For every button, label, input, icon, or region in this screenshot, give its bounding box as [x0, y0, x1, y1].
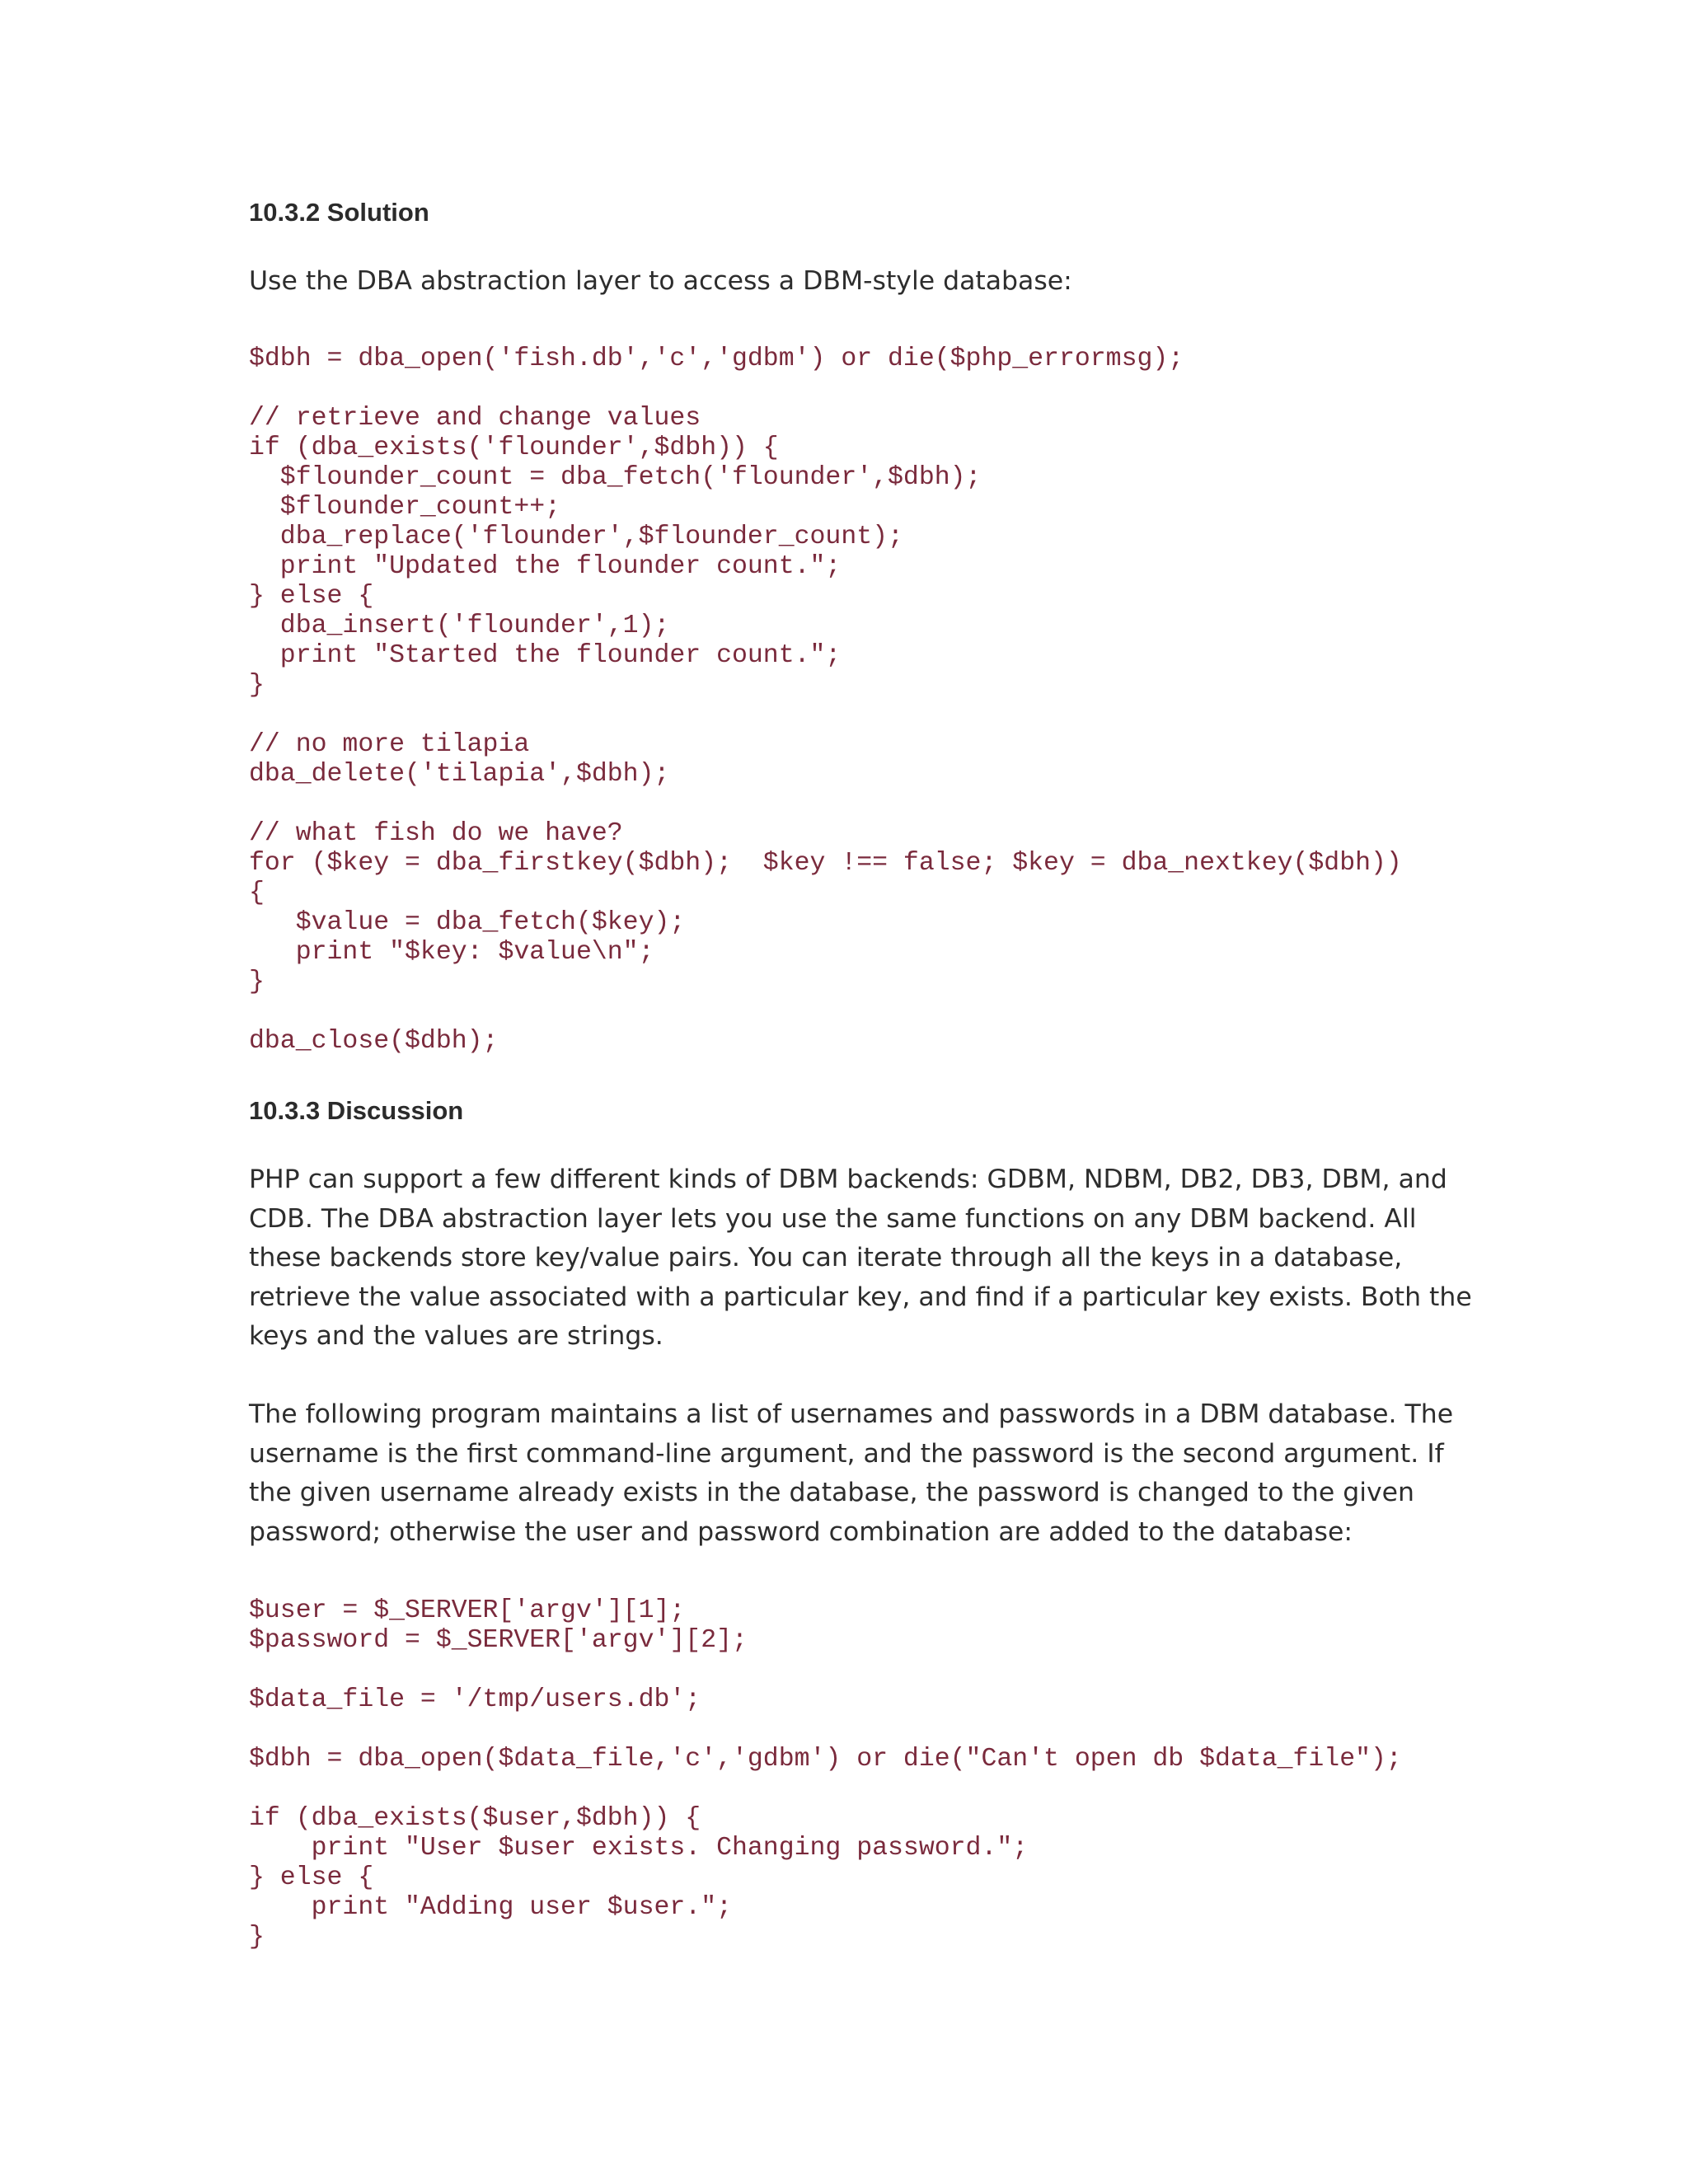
paragraph-line: retrieve the value associated with a particular key, and find if a particular key exists. Both the — [249, 1282, 1472, 1312]
code-line: $value = dba_fetch($key); — [249, 908, 686, 937]
code-line: } else { — [249, 582, 374, 611]
code-line: $flounder_count++; — [249, 493, 561, 522]
section-heading-discussion: 10.3.3 Discussion — [249, 1096, 464, 1125]
solution-intro-paragraph — [249, 262, 1452, 302]
discussion-paragraph-2 — [249, 1395, 1452, 1552]
code-line — [249, 790, 1402, 819]
paragraph-line: keys and the values are strings. — [249, 1321, 663, 1351]
code-line: dba_insert('flounder',1); — [249, 612, 670, 640]
code-line — [249, 1715, 1402, 1745]
code-line: } else { — [249, 1863, 374, 1892]
paragraph-line: username is the first command-line argument, and the password is the second argument. If — [249, 1438, 1444, 1469]
code-line: $flounder_count = dba_fetch('flounder',$dbh); — [249, 463, 982, 492]
code-line: // no more tilapia — [249, 730, 530, 759]
code-line: } — [249, 968, 265, 996]
code-line: print "Started the flounder count."; — [249, 641, 842, 670]
code-line — [249, 374, 1402, 404]
code-line: $data_file = '/tmp/users.db'; — [249, 1685, 701, 1714]
paragraph-line: these backends store key/value pairs. You can iterate through all the keys in a database, — [249, 1243, 1403, 1272]
code-block-fish-db — [249, 344, 1402, 1057]
paragraph-line: PHP can support a few different kinds of DBM backends: GDBM, NDBM, DB2, DB3, DBM, and — [249, 1165, 1447, 1194]
code-line: print "User $user exists. Changing password."; — [249, 1834, 1029, 1863]
code-line — [249, 701, 1402, 730]
discussion-paragraph-1 — [249, 1160, 1472, 1357]
code-line: print "Updated the flounder count."; — [249, 552, 842, 581]
code-line: if (dba_exists('flounder',$dbh)) { — [249, 434, 779, 462]
code-line: if (dba_exists($user,$dbh)) { — [249, 1804, 701, 1833]
code-line: dba_close($dbh); — [249, 1027, 499, 1056]
code-line: print "$key: $value\n"; — [249, 938, 654, 967]
code-line — [249, 1656, 1402, 1685]
code-line: { — [249, 879, 265, 907]
code-line: $user = $_SERVER['argv'][1]; — [249, 1596, 686, 1625]
paragraph-line: Use the DBA abstraction layer to access a DBM-style database: — [249, 266, 1072, 296]
code-line — [249, 1774, 1402, 1804]
code-line — [249, 997, 1402, 1027]
code-line: } — [249, 671, 265, 700]
paragraph-line: the given username already exists in the database, the password is changed to the given — [249, 1478, 1414, 1507]
code-line: // what fish do we have? — [249, 819, 623, 848]
code-line: dba_delete('tilapia',$dbh); — [249, 760, 670, 789]
code-block-users-db — [249, 1596, 1402, 1952]
code-line: // retrieve and change values — [249, 404, 701, 433]
paragraph-line: password; otherwise the user and password combination are added to the database: — [249, 1516, 1353, 1547]
code-line: dba_replace('flounder',$flounder_count); — [249, 523, 903, 551]
code-line: } — [249, 1923, 265, 1952]
paragraph-line: The following program maintains a list of usernames and passwords in a DBM database. The — [249, 1399, 1454, 1429]
code-line: for ($key = dba_firstkey($dbh); $key !== false; $key = dba_nextkey($dbh)) — [249, 849, 1402, 878]
code-line: print "Adding user $user."; — [249, 1893, 732, 1922]
code-line: $dbh = dba_open('fish.db','c','gdbm') or die($php_errormsg); — [249, 344, 1184, 373]
code-line: $dbh = dba_open($data_file,'c','gdbm') or die("Can't open db $data_file"); — [249, 1745, 1402, 1774]
section-heading-solution: 10.3.2 Solution — [249, 198, 429, 227]
code-line: $password = $_SERVER['argv'][2]; — [249, 1626, 748, 1655]
paragraph-line: CDB. The DBA abstraction layer lets you use the same functions on any DBM backend. All — [249, 1203, 1417, 1234]
